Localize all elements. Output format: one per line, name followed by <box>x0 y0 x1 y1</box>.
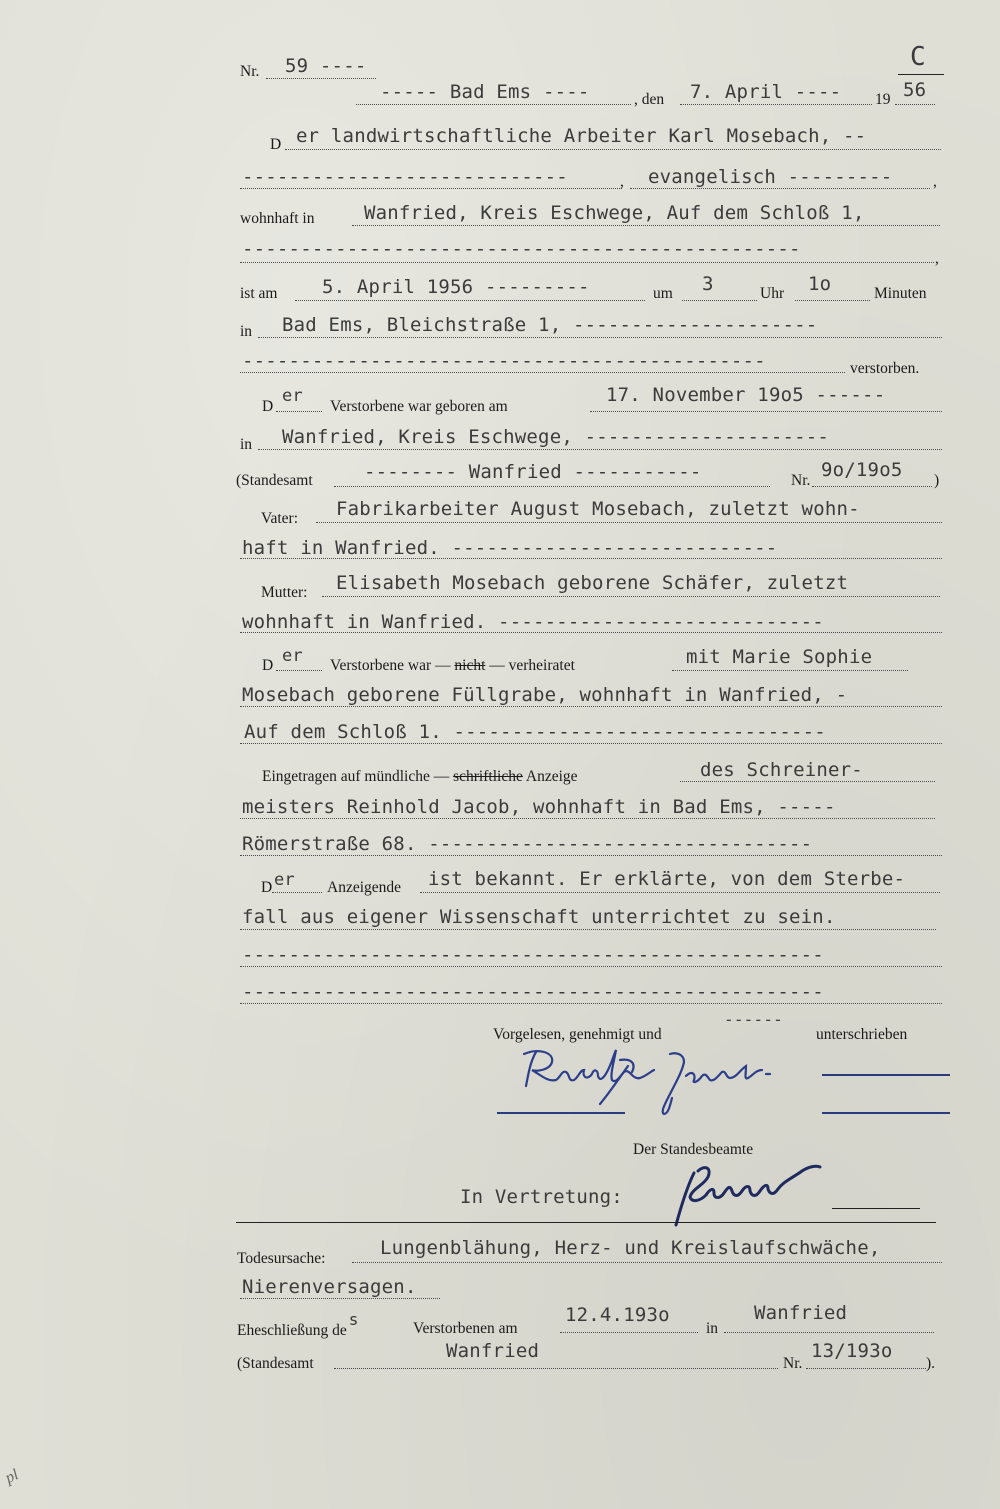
mutter-line1: Elisabeth Mosebach geborene Schäfer, zuletzt <box>336 572 849 594</box>
religion: evangelisch --------- <box>648 166 893 188</box>
status-label: Verstorbene war — nicht — verheiratet <box>330 657 575 674</box>
marriage-place: Wanfried <box>754 1302 848 1324</box>
dotted-line <box>240 188 622 189</box>
standesamt-label: (Standesamt <box>236 472 313 489</box>
vater-line2: haft in Wanfried. ---------------------------- <box>242 537 778 559</box>
standesbeamte-label: Der Standesbeamte <box>633 1141 754 1158</box>
close-paren: ) <box>934 472 940 489</box>
margin-mark: pl <box>2 1466 22 1487</box>
vorgelesen-label: Vorgelesen, genehmigt und <box>493 1026 662 1043</box>
in-label: in <box>706 1320 719 1337</box>
dotted-line <box>356 104 631 105</box>
comma: , <box>620 173 624 190</box>
place: ----- Bad Ems ---- <box>380 81 590 103</box>
dotted-line <box>724 1332 934 1333</box>
d-prefix: D <box>270 136 282 153</box>
dotted-line <box>680 104 872 105</box>
wohnhaft-label: wohnhaft in <box>240 210 315 227</box>
dotted-line <box>285 149 941 150</box>
dotted-line <box>680 781 935 782</box>
dotted-line <box>240 966 942 967</box>
verstorbenen-am-label: Verstorbenen am <box>413 1320 518 1337</box>
registration-label: Eingetragen auf mündliche — schriftliche Anzeige <box>262 768 578 785</box>
year: 56 <box>903 79 927 101</box>
date: 7. April ---- <box>690 81 842 103</box>
vater-line1: Fabrikarbeiter August Mosebach, zuletzt wohn- <box>336 498 860 520</box>
address-line2: ------------------------------------------------ <box>242 238 801 260</box>
dotted-line <box>258 449 942 450</box>
den-label: , den <box>634 91 665 108</box>
cause-line2: Nierenversagen. <box>242 1276 417 1298</box>
dotted-line <box>334 1368 778 1369</box>
death-place2: --------------------------------------------- <box>242 350 766 372</box>
dotted-line <box>795 300 870 301</box>
vater-label: Vater: <box>261 510 299 527</box>
birth-register-number: 9o/19o5 <box>821 459 903 481</box>
nr-label: Nr. <box>791 472 811 489</box>
todesursache-label: Todesursache: <box>237 1250 326 1267</box>
d-suffix: er <box>282 646 303 666</box>
birth-place: Wanfried, Kreis Eschwege, --------------------- <box>282 426 830 448</box>
dotted-line <box>266 78 376 79</box>
vertretung-label: In Vertretung: <box>460 1186 623 1208</box>
dotted-line <box>240 706 942 707</box>
birth-standesamt: -------- Wanfried ----------- <box>364 461 702 483</box>
signature-line-right2 <box>822 1112 950 1114</box>
dotted-line <box>240 1298 440 1299</box>
d-prefix: D <box>262 398 274 415</box>
birth-label: Verstorbene war geboren am <box>330 398 508 415</box>
separator-line <box>236 1222 936 1223</box>
standesamt-label: (Standesamt <box>237 1355 314 1372</box>
death-hour: 3 <box>702 273 714 295</box>
official-signature-line <box>832 1208 920 1209</box>
dotted-line <box>334 486 770 487</box>
in-label: in <box>240 323 253 340</box>
dotted-line <box>352 225 940 226</box>
comma: , <box>935 250 939 267</box>
d-suffix: er <box>282 386 303 406</box>
dotted-line <box>295 300 645 301</box>
unterschrieben-label: unterschrieben <box>816 1026 908 1043</box>
person-line2: ---------------------------- <box>242 166 568 188</box>
marriage-standesamt: Wanfried <box>446 1340 540 1362</box>
informant-line7: -------------------------------------------------- <box>242 981 824 1003</box>
dotted-line <box>240 855 942 856</box>
close: ). <box>926 1355 936 1372</box>
year-prefix: 19 <box>875 91 891 108</box>
struck-schriftliche: schriftliche <box>453 768 523 785</box>
dotted-line <box>240 1003 942 1004</box>
dotted-line <box>316 522 942 523</box>
dotted-line <box>420 892 940 893</box>
dotted-line <box>258 337 942 338</box>
address-line1: Wanfried, Kreis Eschwege, Auf dem Schloß 1, <box>364 202 865 224</box>
dotted-line <box>672 670 908 671</box>
informant-signature <box>500 1040 790 1120</box>
vorgelesen-dash: ------ <box>724 1010 783 1029</box>
spouse-line1: mit Marie Sophie <box>686 646 873 668</box>
d-prefix: D <box>262 657 274 674</box>
der-prefix: D <box>261 879 273 896</box>
signature-line-left <box>497 1112 625 1114</box>
nr-label: Nr. <box>240 63 260 80</box>
struck-nicht: nicht <box>454 657 486 674</box>
dotted-line <box>276 670 322 671</box>
dotted-line <box>895 104 935 105</box>
minuten-label: Minuten <box>874 285 927 302</box>
dotted-line <box>272 892 322 893</box>
official-signature <box>668 1155 838 1235</box>
dotted-line <box>240 743 942 744</box>
cause-line1: Lungenblähung, Herz- und Kreislaufschwäche, <box>380 1237 881 1259</box>
informant-line5: fall aus eigener Wissenschaft unterrichtet zu sein. <box>242 906 836 928</box>
der-suffix: er <box>274 870 295 890</box>
register-number: 59 ---- <box>285 55 367 77</box>
comma: , <box>933 173 937 190</box>
verstorben-label: verstorben. <box>850 360 920 377</box>
informant-line1: des Schreiner- <box>700 759 863 781</box>
signature-line-right <box>822 1074 950 1076</box>
dotted-line <box>560 1332 698 1333</box>
marriage-register-number: 13/193o <box>811 1340 893 1362</box>
dotted-line <box>240 262 934 263</box>
um-label: um <box>653 285 673 302</box>
dotted-line <box>240 929 936 930</box>
dotted-line <box>240 818 935 819</box>
informant-line2: meisters Reinhold Jacob, wohnhaft in Bad Ems, ----- <box>242 796 836 818</box>
corner-mark: C <box>910 42 926 72</box>
death-place1: Bad Ems, Bleichstraße 1, --------------------- <box>282 314 818 336</box>
dotted-line <box>812 486 932 487</box>
spouse-line3: Auf dem Schloß 1. -------------------------------- <box>244 721 826 743</box>
dotted-line <box>682 300 757 301</box>
dotted-line <box>240 372 845 373</box>
ist-am-label: ist am <box>240 285 278 302</box>
informant-line4: ist bekannt. Er erklärte, von dem Sterbe- <box>428 868 906 890</box>
anzeigende-label: Anzeigende <box>327 879 402 896</box>
eheschliessung-label: Eheschließung des <box>237 1310 359 1339</box>
dotted-line <box>322 596 940 597</box>
dotted-line <box>276 411 322 412</box>
spouse-line2: Mosebach geborene Füllgrabe, wohnhaft in Wanfried, - <box>242 684 848 706</box>
informant-line6: -------------------------------------------------- <box>242 944 824 966</box>
uhr-label: Uhr <box>760 285 785 302</box>
marriage-date: 12.4.193o <box>565 1304 670 1326</box>
in-label: in <box>240 436 253 453</box>
death-minutes: 1o <box>808 273 832 295</box>
dotted-line <box>590 411 942 412</box>
mutter-line2: wohnhaft in Wanfried. ---------------------------- <box>242 611 824 633</box>
death-date: 5. April 1956 --------- <box>322 276 590 298</box>
informant-line3: Römerstraße 68. --------------------------------- <box>242 833 813 855</box>
person-line1: er landwirtschaftliche Arbeiter Karl Mosebach, -- <box>296 125 867 147</box>
corner-underline <box>898 74 944 75</box>
nr-label: Nr. <box>783 1355 803 1372</box>
dotted-line <box>630 188 930 189</box>
birth-date: 17. November 19o5 ------ <box>606 384 886 406</box>
dotted-line <box>352 1262 942 1263</box>
dotted-line <box>806 1368 926 1369</box>
mutter-label: Mutter: <box>261 584 308 601</box>
